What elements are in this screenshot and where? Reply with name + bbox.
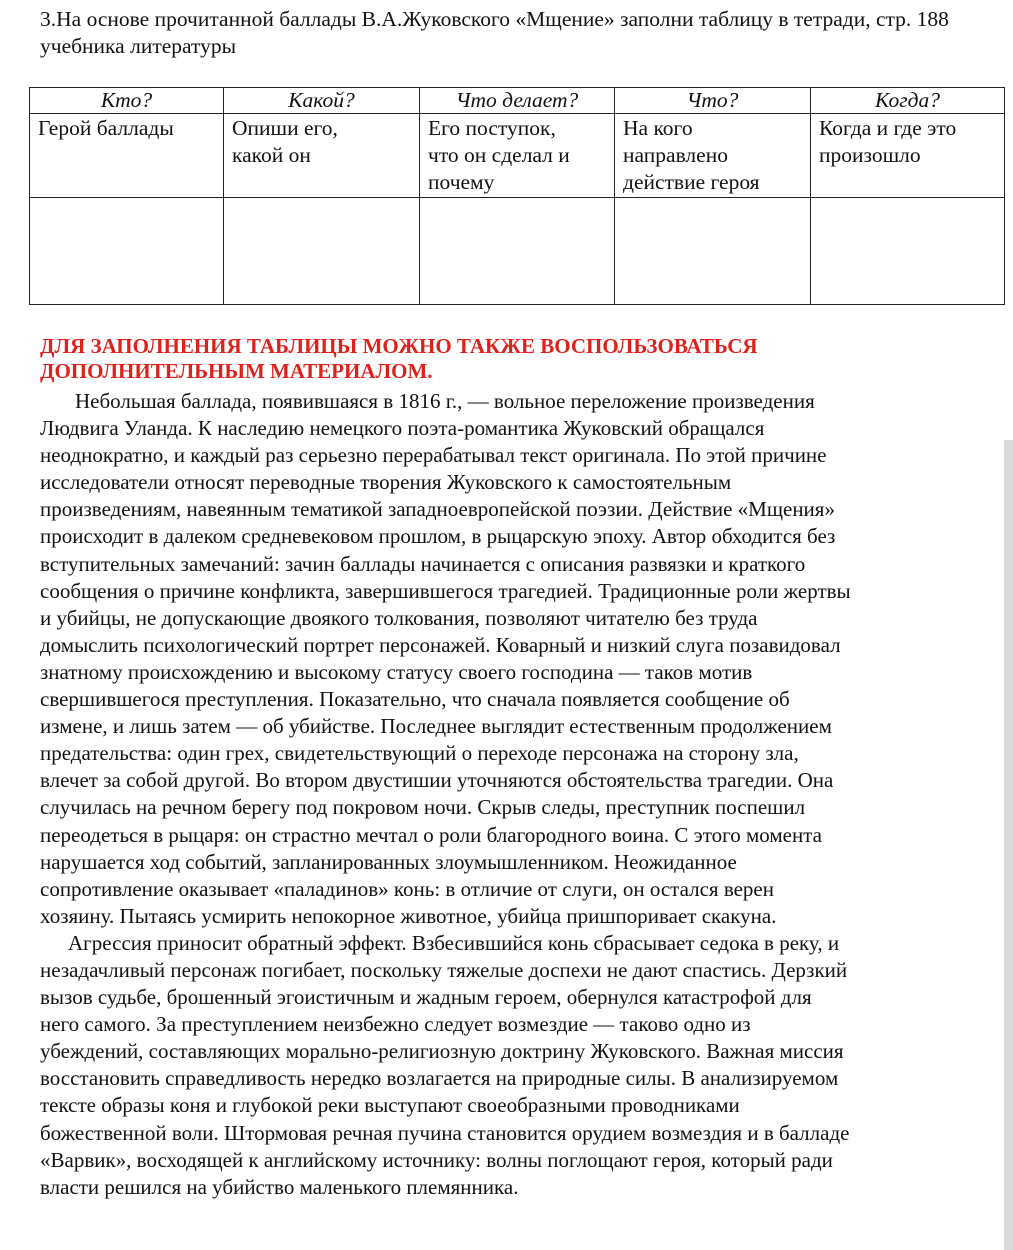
text-line: него самого. За преступлением неизбежно следует возмездие — таково одно из — [40, 1012, 751, 1037]
text-line: сообщения о причине конфликта, завершившегося трагедией. Традиционные роли жертвы — [40, 578, 851, 603]
text-line: вступительных замечаний: зачин баллады начинается с описания развязки и краткого — [40, 551, 806, 576]
header-what-does: Что делает? — [420, 88, 615, 114]
text-line: свершившегося преступления. Показательно, что сначала появляется сообщение об — [40, 687, 790, 712]
text-line: предательства: один грех, свидетельствующий о переходе персонажа на сторону зла, — [40, 741, 799, 766]
text-line: исследователи относят переводные творения Жуковского к самостоятельным — [40, 470, 732, 495]
hint-line: Герой баллады — [38, 116, 174, 140]
text-line: божественной воли. Штормовая речная пучина становится орудием возмездия и в балладе — [40, 1120, 850, 1145]
table-answer-row — [30, 198, 1005, 305]
notice-line: ДОПОЛНИТЕЛЬНЫМ МАТЕРИАЛОМ. — [40, 359, 433, 383]
answer-cell-what-kind — [224, 198, 420, 305]
hint-line: произошло — [819, 143, 921, 167]
additional-material-notice — [40, 334, 990, 384]
text-line: незадачливый персонаж погибает, поскольку тяжелые доспехи не дают спастись. Дерзкий — [40, 957, 848, 982]
hint-line: направлено — [623, 143, 728, 167]
hint-cell-when — [811, 114, 1005, 198]
table-header-row — [30, 88, 1005, 114]
text-line: Людвига Уланда. К наследию немецкого поэта-романтика Жуковский обращался — [40, 416, 765, 441]
task-instruction: 3.На основе прочитанной баллады В.А.Жуковского «Мщение» заполни таблицу в тетради, стр. 188 учебника литературы — [40, 7, 949, 58]
text-line: восстановить справедливость нередко возлагается на природные силы. В анализируемом — [40, 1066, 839, 1091]
answer-cell-who — [30, 198, 224, 305]
text-line: убеждений, составляющих морально-религиозную доктрину Жуковского. Важная миссия — [40, 1039, 844, 1064]
hint-line: какой он — [232, 143, 311, 167]
hint-cell-what — [615, 114, 811, 198]
hint-cell-what-does — [420, 114, 615, 198]
header-what: Что? — [615, 88, 811, 114]
text-line: переодеться в рыцаря: он страстно мечтал о роли благородного воина. С этого момента — [40, 822, 822, 847]
text-line: случилась на речном берегу под покровом ночи. Скрыв следы, преступник поспешил — [40, 795, 806, 820]
text-line: домыслить психологический портрет персонажей. Коварный и низкий слуга позавидовал — [40, 632, 841, 657]
text-line: хозяину. Пытаясь усмирить непокорное животное, убийца пришпоривает скакуна. — [40, 903, 777, 928]
text-line: измене, и лишь затем — об убийстве. Последнее выглядит естественным продолжением — [40, 714, 832, 739]
answer-cell-what — [615, 198, 811, 305]
text-line: и убийцы, не допускающие двоякого толкования, позволяют читателю без труда — [40, 605, 758, 630]
paragraph-2 — [40, 930, 992, 1201]
text-line: произведениям, навеянным тематикой западноевропейской поэзии. Действие «Мщения» — [40, 497, 835, 522]
hint-line: Опиши его, — [232, 116, 338, 140]
hint-line: что он сделал и — [428, 143, 570, 167]
paragraph-1 — [40, 388, 992, 930]
text-line: «Варвик», восходящей к английскому источнику: волны поглощают героя, который ради — [40, 1147, 833, 1172]
header-when: Когда? — [811, 88, 1005, 114]
text-line: вызов судьбе, брошенный эгоистичным и жадным героем, обернулся катастрофой для — [40, 985, 812, 1010]
page-edge-shadow — [1004, 440, 1013, 1250]
answer-cell-when — [811, 198, 1005, 305]
text-line: тексте образы коня и глубокой реки выступают своеобразными проводниками — [40, 1093, 740, 1118]
answer-cell-what-does — [420, 198, 615, 305]
hint-line: Его поступок, — [428, 116, 556, 140]
hint-line: На кого — [623, 116, 693, 140]
text-line: влечет за собой другой. Во втором двустишии уточняются обстоятельства трагедии. Она — [40, 768, 834, 793]
header-who: Кто? — [30, 88, 224, 114]
table-hint-row — [30, 114, 1005, 198]
text-line: власти решился на убийство маленького племянника. — [40, 1174, 519, 1199]
hint-cell-what-kind — [224, 114, 420, 198]
hint-cell-who — [30, 114, 224, 198]
header-what-kind: Какой? — [224, 88, 420, 114]
text-line: знатному происхождению и высокому статусу своего господина — таков мотив — [40, 659, 753, 684]
hint-line: Когда и где это — [819, 116, 957, 140]
text-line: происходит в далеком средневековом прошлом, в рыцарскую эпоху. Автор обходится без — [40, 524, 836, 549]
article-text — [40, 388, 992, 1201]
hint-line: действие героя — [623, 170, 760, 194]
text-line: Агрессия приносит обратный эффект. Взбесившийся конь сбрасывает седока в реку, и — [68, 930, 840, 955]
text-line: нарушается ход событий, запланированных злоумышленником. Неожиданное — [40, 849, 737, 874]
worksheet-table — [29, 87, 1005, 305]
hint-line: почему — [428, 170, 495, 194]
text-line: неоднократно, и каждый раз серьезно перерабатывал текст оригинала. По этой причине — [40, 443, 827, 468]
text-line: сопротивление оказывает «паладинов» конь: в отличие от слуги, он остался верен — [40, 876, 774, 901]
notice-line: ДЛЯ ЗАПОЛНЕНИЯ ТАБЛИЦЫ МОЖНО ТАКЖЕ ВОСПОЛЬЗОВАТЬСЯ — [40, 334, 758, 358]
text-line: Небольшая баллада, появившаяся в 1816 г., — вольное переложение произведения — [75, 389, 815, 413]
